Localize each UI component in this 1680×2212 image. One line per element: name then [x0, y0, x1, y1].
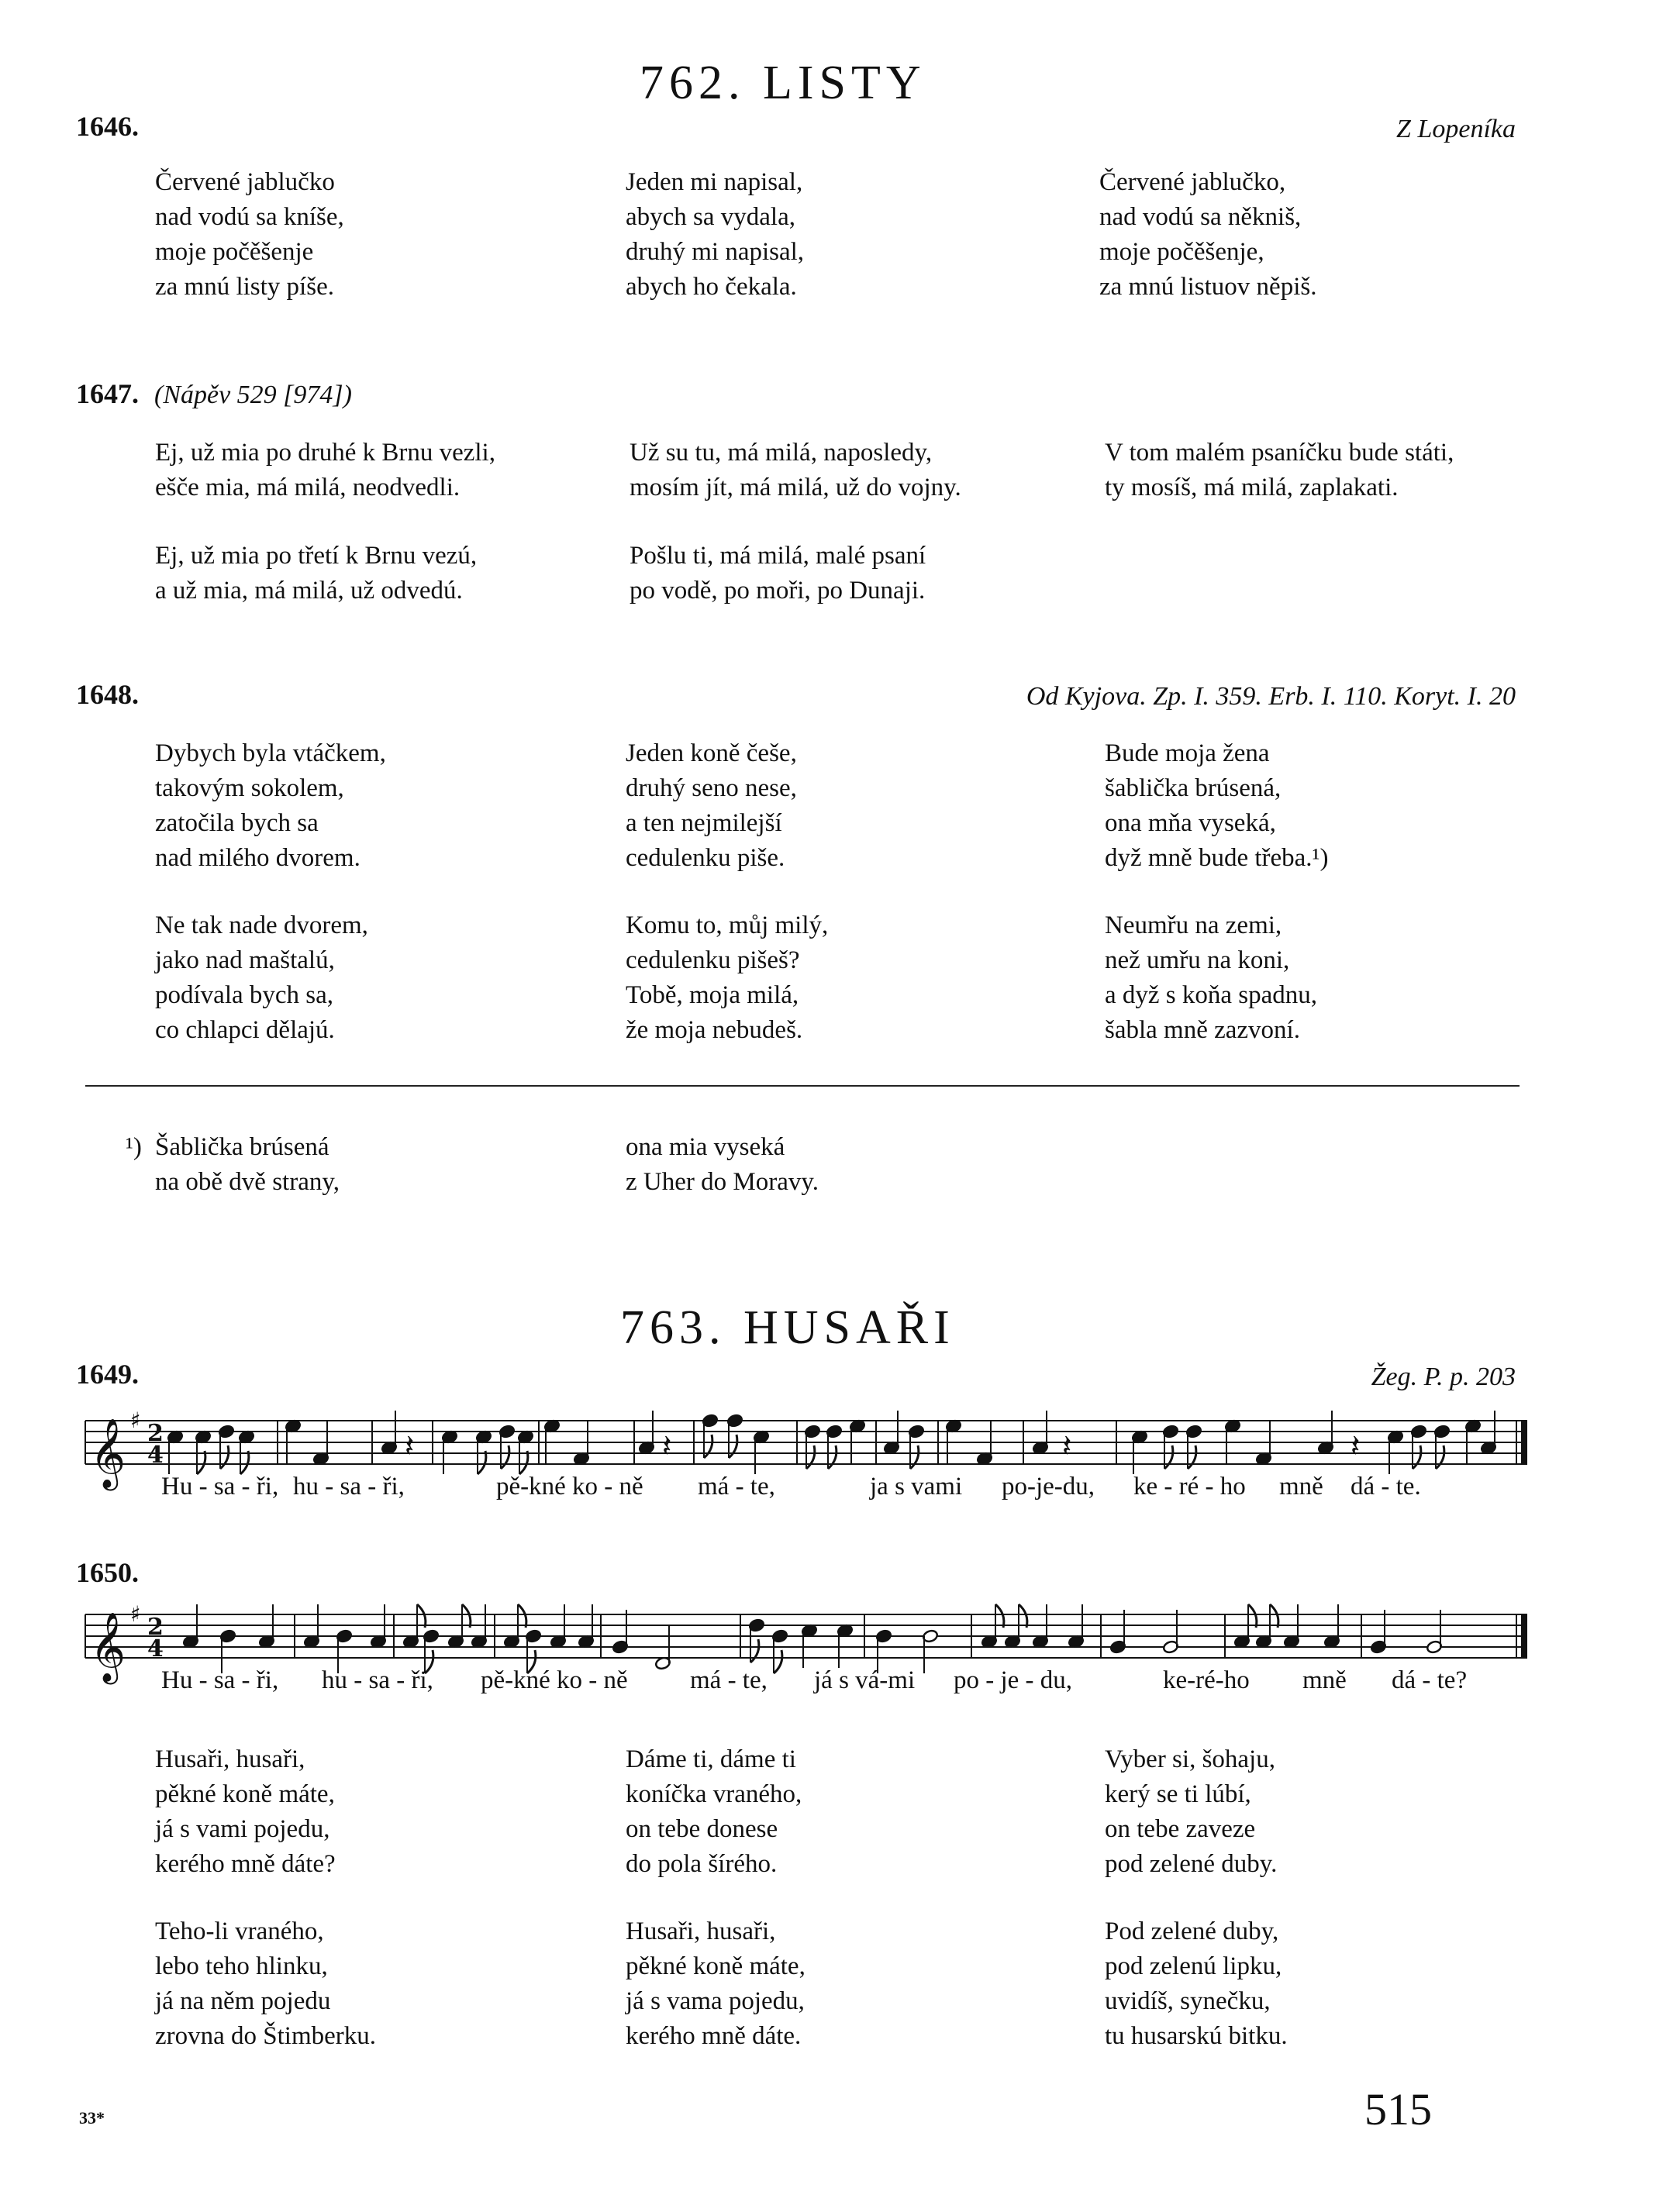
quarter-rest-icon: 𝄽 [405, 1428, 415, 1464]
stanza: Ej, už mia po třetí k Brnu vezú, a už mia, má milá, už odvedú. [155, 542, 478, 605]
footnote-divider [85, 1085, 1520, 1087]
note-flag [729, 1435, 737, 1458]
stanza: Ne tak nade dvorem, jako nad maštalú, podívala bych sa, co chlapci dělajú. [155, 911, 368, 1044]
note-flag [704, 1435, 712, 1458]
note-flag [1436, 1445, 1444, 1469]
note-flag [1188, 1445, 1196, 1469]
lyric-syllables: já s vá-mi [814, 1666, 916, 1694]
note-flag [220, 1445, 229, 1469]
note-flag [1019, 1604, 1027, 1628]
lyric-syllables: pě-kné ko - ně [481, 1666, 628, 1694]
signature-mark: 33* [79, 2108, 105, 2128]
lyric-syllables: Hu - sa - ři, [161, 1666, 279, 1694]
lyric-syllables: pě-kné ko - ně [496, 1473, 643, 1501]
stanza: Husaři, husaři, pěkné koně máte, já s vami pojedu, kerého mně dáte? [155, 1745, 336, 1878]
footnote-stanza: Šablička brúsená na obě dvě strany, [155, 1133, 340, 1196]
time-signature-bottom: 4 [147, 1635, 164, 1662]
treble-clef-icon: 𝄞 [90, 1612, 126, 1682]
stanza: Jeden koně češe, druhý seno nese, a ten nejmilejší cedulenku piše. [626, 739, 797, 872]
quarter-rest-icon: 𝄽 [1351, 1428, 1361, 1464]
stanza: Pošlu ti, má milá, malé psaní po vodě, po moři, po Dunaji. [630, 542, 926, 605]
note-flag [462, 1604, 471, 1628]
footnote-stanza: ona mia vyseká z Uher do Moravy. [626, 1133, 819, 1196]
quarter-rest-icon: 𝄽 [662, 1428, 672, 1464]
note-flag [519, 1451, 528, 1474]
time-signature-top: 2 [147, 1614, 164, 1641]
note-flag [806, 1445, 815, 1469]
variant-number: 1646. [76, 111, 139, 142]
lyric-syllables: po - je - du, [954, 1666, 1073, 1694]
note-flag [828, 1445, 837, 1469]
lyric-syllables: ja s vami [870, 1473, 963, 1501]
note-flag [910, 1445, 919, 1469]
melody-number: 1650. [76, 1557, 139, 1588]
note-flag [478, 1451, 486, 1474]
note-flag [774, 1650, 782, 1673]
sharp-icon: ♯ [130, 1601, 141, 1627]
note-flag [1164, 1445, 1173, 1469]
lyric-syllables: dá - te. [1351, 1473, 1421, 1501]
lyric-syllables: mně [1279, 1473, 1323, 1501]
variant-number: 1647. (Nápěv 529 [974]) [76, 378, 352, 409]
stanza: Už su tu, má milá, naposledy, mosím jít, má milá, už do vojny. [630, 439, 961, 501]
stanza: Červené jablučko, nad vodú sa někniš, moje počěšenje, za mnú listuov něpiš. [1099, 168, 1317, 301]
stanza: Dybych byla vtáčkem, takovým sokolem, zatočila bych sa nad milého dvorem. [155, 739, 386, 872]
stanza: Bude moja žena šablička brúsená, ona mňa vyseká, dyž mně bude třeba.¹) [1105, 739, 1329, 872]
note-flag [197, 1451, 205, 1474]
variant-source: Od Kyjova. Zp. I. 359. Erb. I. 110. Koryt. I. 20 [1026, 682, 1516, 711]
stanza: Dáme ti, dáme ti koníčka vraného, on tebe donese do pola šírého. [626, 1745, 802, 1878]
note-flag [750, 1639, 759, 1662]
stanza: Teho-li vraného, lebo teho hlinku, já na něm pojedu zrovna do Štimberku. [155, 1917, 377, 2050]
note-flag [518, 1604, 526, 1628]
lyric-syllables: hu - sa - ři, [293, 1473, 405, 1501]
note-flag [1270, 1604, 1278, 1628]
note-flag [1413, 1445, 1421, 1469]
lyric-syllables: po-je-du, [1002, 1473, 1095, 1501]
page-number: 515 [1364, 2084, 1432, 2134]
lyric-syllables: hu - sa - ři, [322, 1666, 433, 1694]
stanza: Komu to, můj milý, cedulenku pišeš? Tobě, moja milá, že moja nebudeš. [626, 911, 829, 1044]
time-signature-bottom: 4 [147, 1442, 164, 1469]
quarter-rest-icon: 𝄽 [1062, 1428, 1072, 1464]
stanza: Pod zelené duby, pod zelenú lipku, uvidíš, synečku, tu husarskú bitku. [1105, 1917, 1288, 2050]
lyric-syllables: ke-ré-ho [1163, 1666, 1250, 1694]
note-flag [501, 1445, 509, 1469]
stanza: Červené jablučko nad vodú sa kníše, moje počěšenje za mnú listy píše. [155, 168, 344, 301]
footnote-marker: ¹) [126, 1133, 142, 1161]
melody-source: Žeg. P. p. 203 [1371, 1363, 1516, 1391]
lyric-syllables: mně [1302, 1666, 1347, 1694]
final-barline [1521, 1614, 1527, 1658]
stanza: Neumřu na zemi, než umřu na koni, a dyž s koňa spadnu, šabla mně zazvoní. [1105, 911, 1318, 1044]
treble-clef-icon: 𝄞 [90, 1418, 126, 1488]
final-barline [1521, 1421, 1527, 1464]
lyric-syllables: ke - ré - ho [1133, 1473, 1246, 1501]
note-flag [1248, 1604, 1257, 1628]
note-flag [995, 1604, 1004, 1628]
stanza: V tom malém psaníčku bude státi, ty mosíš, má milá, zaplakati. [1105, 439, 1454, 501]
melody-number: 1649. [76, 1359, 139, 1390]
stanza: Jeden mi napisal, abych sa vydala, druhý mi napisal, abych ho čekala. [626, 168, 805, 301]
lyric-syllables: dá - te? [1392, 1666, 1468, 1694]
lyric-syllables: má - te, [690, 1666, 768, 1694]
note-flag [417, 1604, 426, 1628]
variant-source: Z Lopeníka [1396, 115, 1516, 143]
lyric-syllables: Hu - sa - ři, [161, 1473, 279, 1501]
lyric-syllables: má - te, [698, 1473, 775, 1501]
stanza: Ej, už mia po druhé k Brnu vezli, ešče mia, má milá, neodvedli. [155, 439, 495, 501]
song-title-763: 763. HUSAŘI [620, 1301, 955, 1354]
variant-number: 1648. [76, 679, 139, 710]
stanza: Husaři, husaři, pěkné koně máte, já s vama pojedu, kerého mně dáte. [626, 1917, 806, 2050]
melody-reference: (Nápěv 529 [974]) [154, 381, 352, 409]
sharp-icon: ♯ [130, 1407, 141, 1433]
time-signature-top: 2 [147, 1420, 164, 1447]
stanza: Vyber si, šohaju, kerý se ti lúbí, on tebe zaveze pod zelené duby. [1105, 1745, 1278, 1878]
note-flag [240, 1451, 249, 1474]
song-title-762: 762. LISTY [640, 57, 926, 109]
